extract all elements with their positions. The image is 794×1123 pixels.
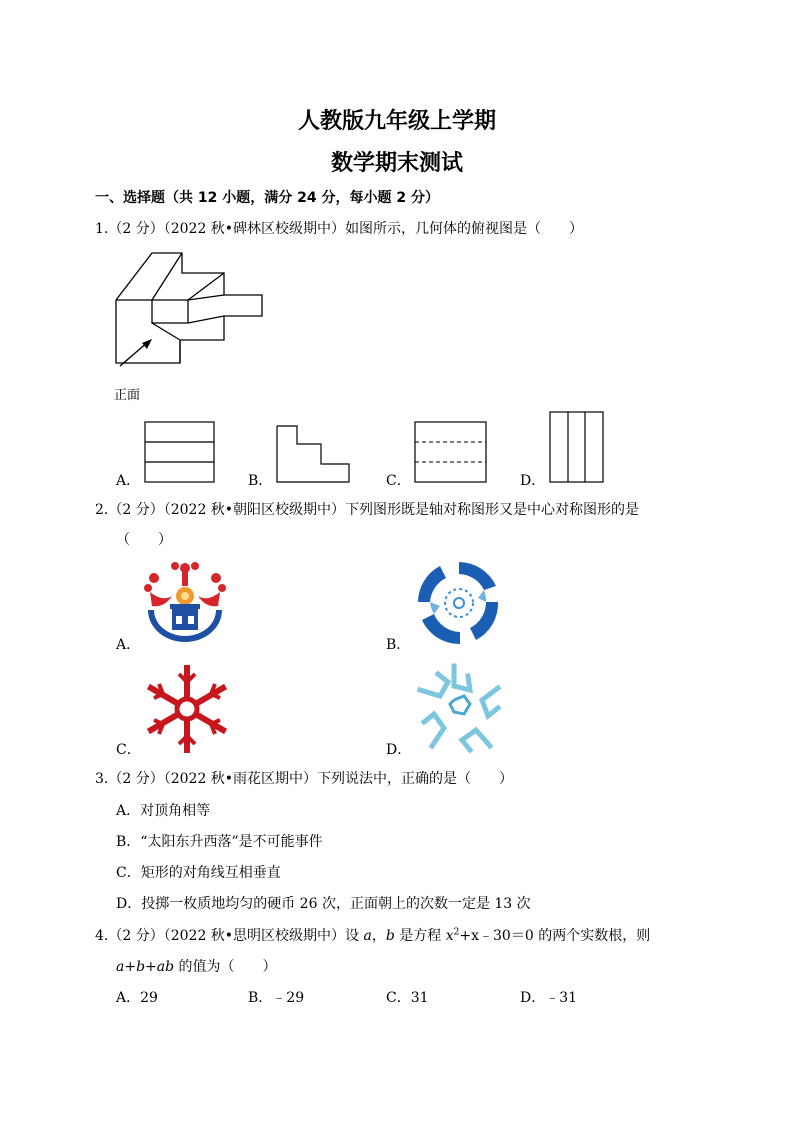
question-source: （2022 秋•思明区校级期中） [163, 928, 346, 944]
question-2-stem [95, 499, 639, 519]
exponent: 2 [453, 927, 460, 938]
comma: ， [371, 928, 386, 944]
document-subtitle: 数学期末测试 [330, 151, 463, 176]
option-b-figure [275, 424, 353, 486]
question-2-stem-cont: （ ） [116, 532, 172, 548]
question-4-stem-cont [116, 956, 277, 976]
option-c: C．矩形的对角线互相垂直 [116, 865, 281, 881]
pinwheel-figure [414, 660, 508, 754]
question-text: 设 [345, 928, 364, 944]
variable-x: x [445, 928, 454, 944]
option-c-label: C． [116, 742, 141, 758]
option-a-label: A． [116, 637, 141, 653]
option-b-label: B． [386, 637, 411, 653]
option-c-label: C． [386, 473, 411, 489]
expression: a+b+ab [116, 959, 175, 975]
swirl-ring-figure [414, 558, 504, 648]
stair-solid-figure [112, 248, 272, 373]
question-score: （2 分） [108, 771, 164, 787]
option-a: A．29 [116, 990, 158, 1006]
equation-rest: +x﹣30＝0 的两个实数根，则 [459, 928, 651, 944]
question-score: （2 分） [108, 928, 164, 944]
option-d-figure [548, 410, 606, 486]
question-source: （2022 秋•朝阳区校级期中） [163, 502, 346, 518]
front-view-label: 正面 [114, 388, 141, 403]
question-source: （2022 秋•碑林区校级期中） [163, 221, 346, 237]
option-a-label: A． [116, 473, 141, 489]
option-d-label: D． [520, 473, 546, 489]
option-c-figure [413, 420, 489, 486]
option-a-figure [143, 420, 217, 486]
question-score: （2 分） [108, 221, 164, 237]
question-number: 4. [95, 928, 109, 944]
option-b: B．﹣29 [248, 990, 305, 1006]
question-3-stem [95, 768, 513, 788]
question-number: 1. [95, 221, 109, 237]
option-b: B．“太阳东升西落”是不可能事件 [116, 834, 323, 850]
emblem-logo-figure [142, 558, 228, 644]
question-text: 如图所示，几何体的俯视图是（ ） [345, 221, 584, 237]
question-text: 下列图形既是轴对称图形又是中心对称图形的是 [345, 502, 640, 518]
option-d: D．﹣31 [520, 990, 578, 1006]
document-title: 人教版九年级上学期 [297, 109, 496, 134]
question-number: 3. [95, 771, 109, 787]
option-d-label: D． [386, 742, 412, 758]
question-score: （2 分） [108, 502, 164, 518]
question-text: 的值为（ ） [174, 959, 277, 975]
variable-a: a [363, 928, 372, 944]
option-a: A．对顶角相等 [116, 803, 211, 819]
question-number: 2. [95, 502, 109, 518]
question-text: 下列说法中，正确的是（ ） [317, 771, 514, 787]
option-c: C．31 [386, 990, 429, 1006]
variable-b: b [385, 928, 395, 944]
section-heading: 一、选择题（共 12 小题，满分 24 分，每小题 2 分） [95, 190, 439, 206]
question-4-stem [95, 925, 650, 945]
option-b-label: B． [248, 473, 273, 489]
question-1-stem [95, 218, 583, 238]
option-d: D．投掷一枚质地均匀的硬币 26 次，正面朝上的次数一定是 13 次 [116, 896, 531, 912]
snowflake-figure [142, 664, 232, 754]
question-source: （2022 秋•雨花区期中） [163, 771, 318, 787]
question-text: 是方程 [394, 928, 446, 944]
